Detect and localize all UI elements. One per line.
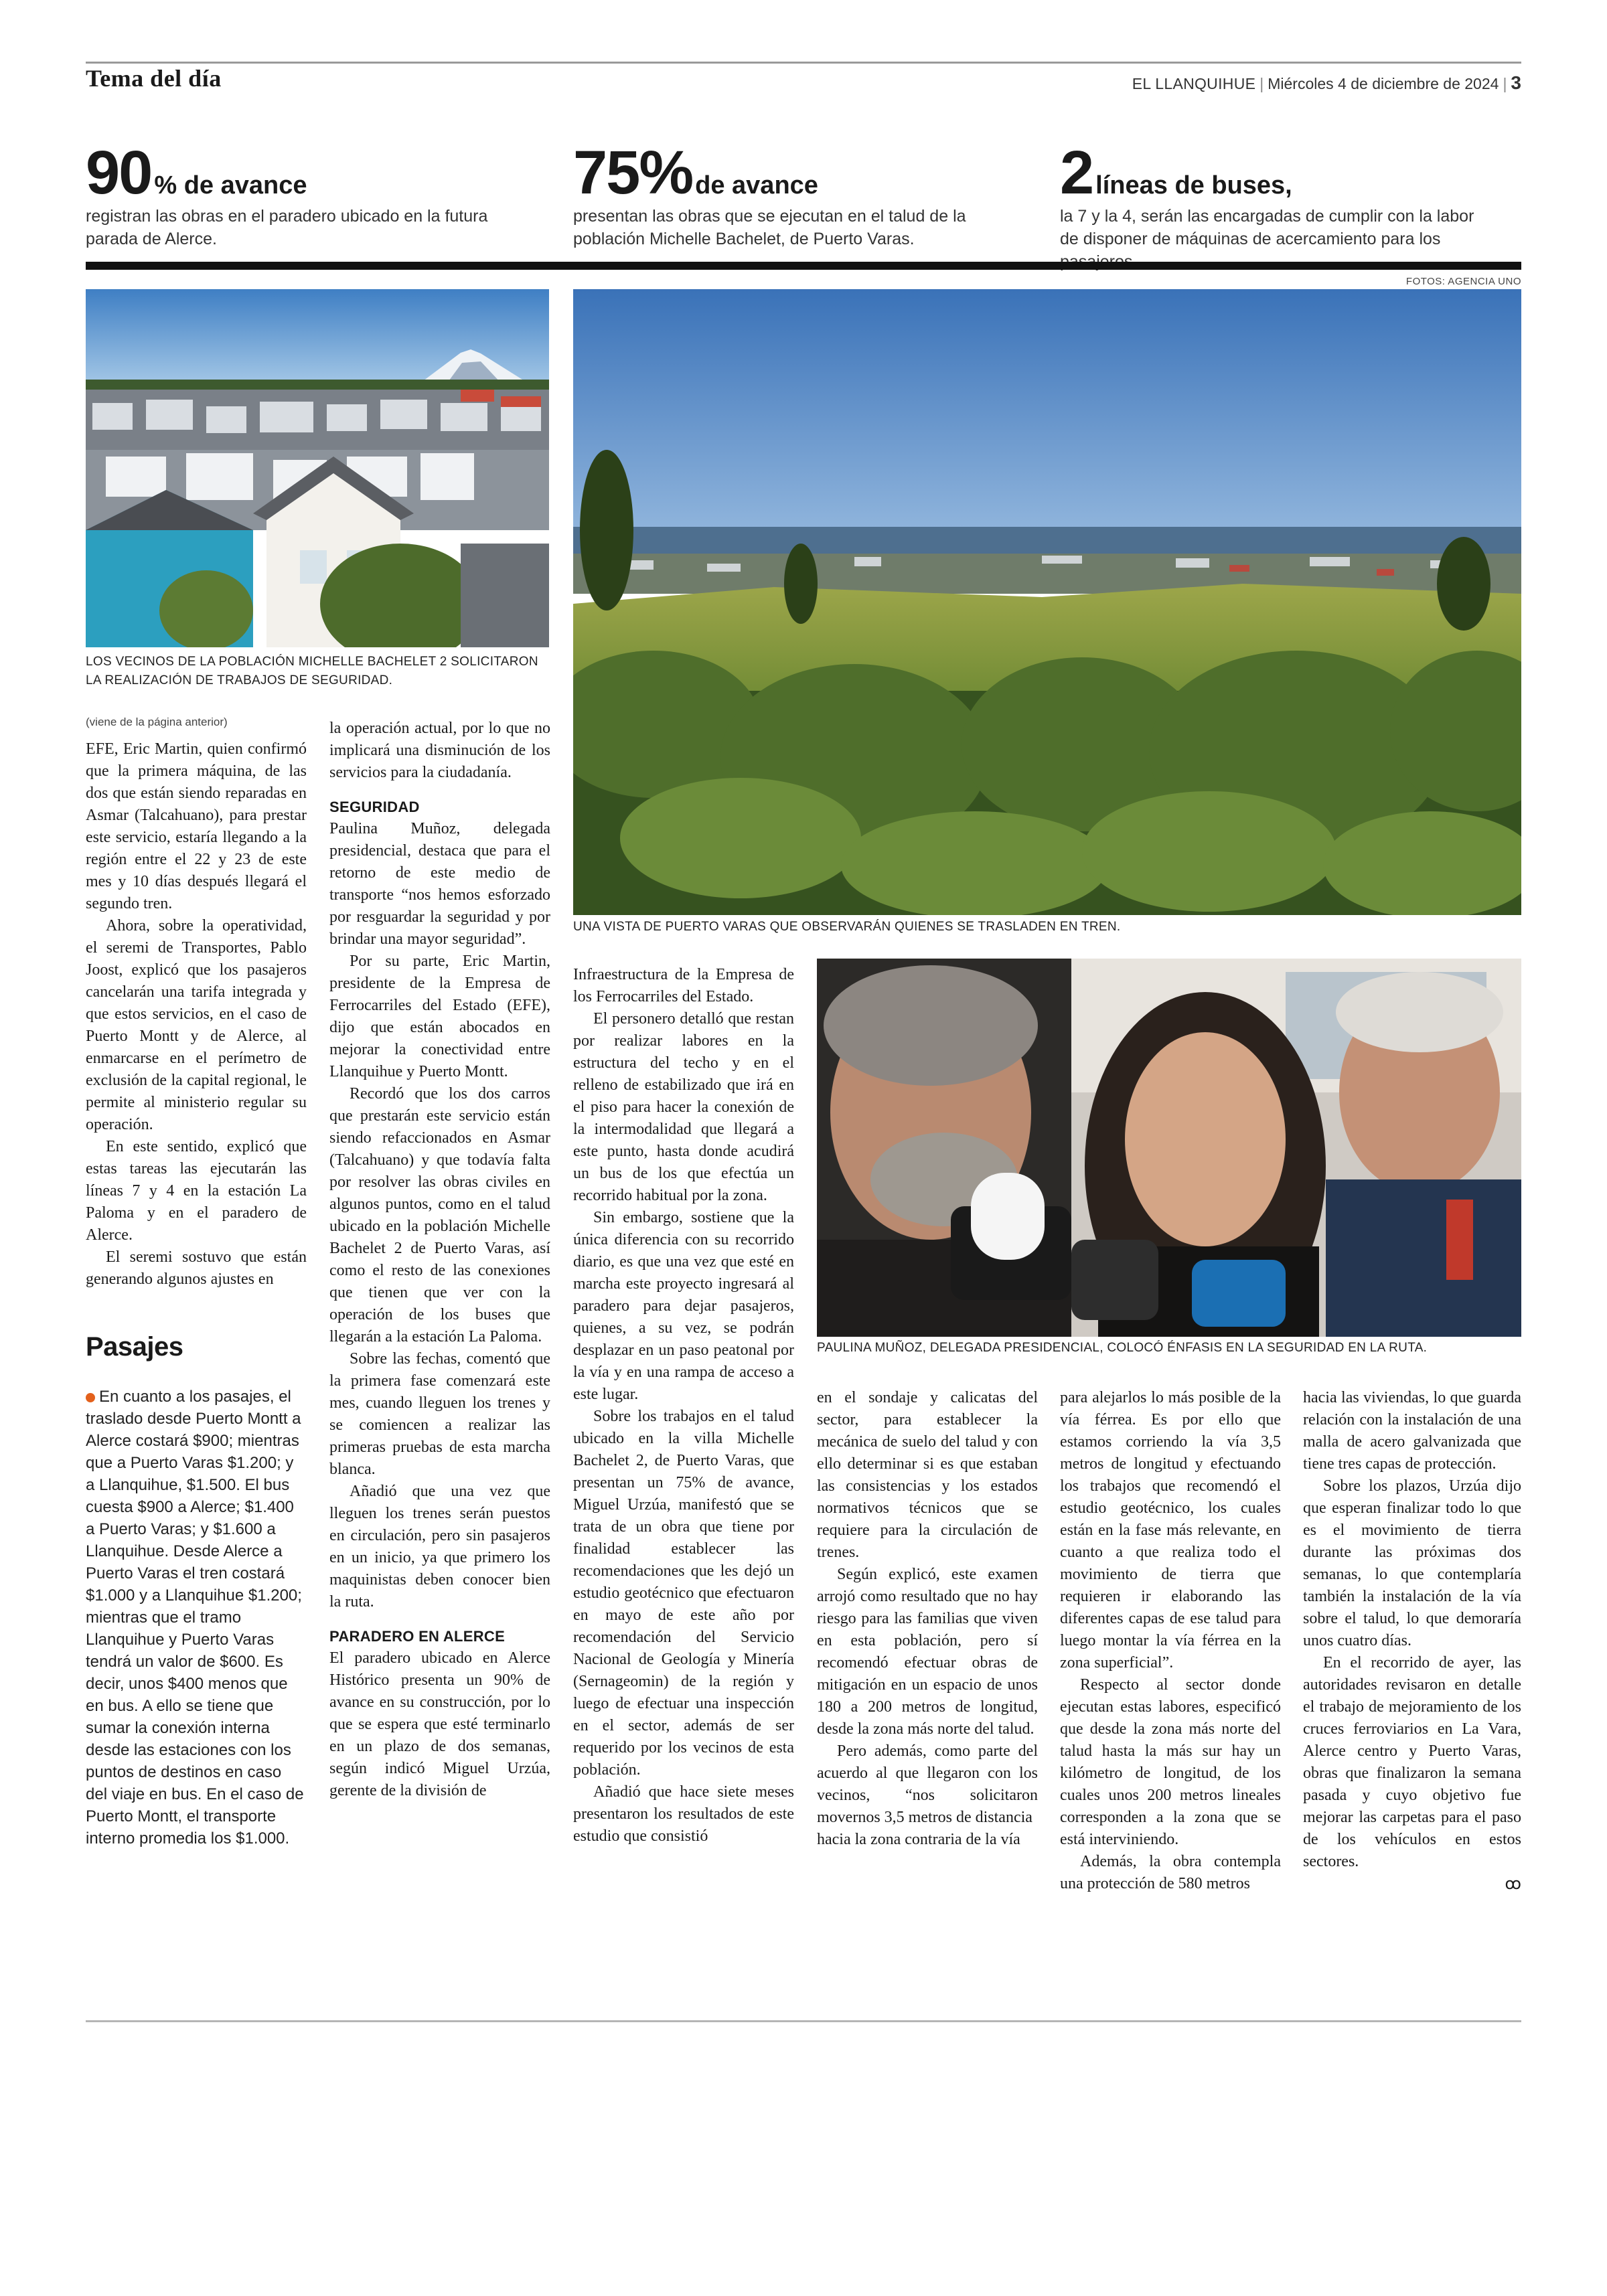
paragraph: Sin embargo, sostiene que la única diferencia con su recorrido diario, es que una vez que esté en marcha este proyecto ingresará al paradero para dejar pasajeros, quienes, a su vez, se podrán desplazar en un paso peatonal por la vía y en una rampa de acceso a este lugar. (573, 1209, 794, 1403)
paragraph: EFE, Eric Martin, quien confirmó que la primera máquina, de las dos que están siendo reparadas en Asmar (Talcahuano), para prestar este servicio, estaría llegando a la región entre el 22 y 23 de este mes y 10 días después llegará el segundo tren. (86, 740, 307, 912)
paragraph: Paulina Muñoz, delegada presidencial, destaca que para el retorno de este medio de transporte “nos hemos esforzado por resguardar la seguridad y por brindar una mayor seguridad”. (329, 820, 550, 948)
divider: | (1503, 75, 1507, 92)
paragraph: hacia la zona contraria de la vía (817, 1831, 1020, 1848)
paragraph: Según explicó, este examen arrojó como resultado que no hay riesgo para las familias que viven en esta población, pero sí recomendó efectuar obras de mitigación en un espacio de unos 180 a 200 metros de longitud, desde la zona más norte del talud. (817, 1566, 1038, 1738)
stat-label: líneas de buses, (1095, 171, 1292, 199)
photo-caption: LOS VECINOS DE LA POBLACIÓN MICHELLE BACHELET 2 SOLICITARON LA REALIZACIÓN DE TRABAJOS DE SEGURIDAD. (86, 655, 538, 687)
paragraph: En el recorrido de ayer, las autoridades revisaron en detalle el trabajo de mejoramiento de los cruces ferroviarios en La Vara, Alerce centro y Puerto Varas, obras que finalizaron la semana pasada y cuyo objetivo fue mejorar las carpetas para el paso de los vehículos en estos sectores. (1303, 1654, 1521, 1870)
article-column-4 (817, 1387, 1038, 1851)
paragraph: Añadió que una vez que lleguen los trenes serán puestos en circulación, pero sin pasajeros en un inicio, ya que primero los maquinistas deben conocer bien la ruta. (329, 1483, 550, 1611)
paragraph: El seremi sostuvo que están generando algunos ajustes en (86, 1248, 307, 1288)
paragraph: En este sentido, explicó que estas tareas las ejecutarán las líneas 7 y 4 en la estación La Paloma y en el paradero de Alerce. (86, 1138, 307, 1244)
paragraph: hacia las viviendas, lo que guarda relación con la instalación de una malla de acero galvanizada que tiene tres capas de protección. (1303, 1389, 1521, 1473)
sidebar-body (86, 1386, 307, 1850)
photo-credit: FOTOS: AGENCIA UNO (1405, 276, 1521, 287)
paragraph: Añadió que hace siete meses presentaron los resultados de este estudio que consistió (573, 1783, 794, 1845)
subhead-seguridad: SEGURIDAD (329, 799, 420, 815)
issue-date: Miércoles 4 de diciembre de 2024 (1268, 75, 1499, 92)
photo-puerto-varas-view (573, 289, 1521, 915)
continued-from-note: (viene de la página anterior) (86, 716, 228, 728)
sidebar-text: En cuanto a los pasajes, el traslado desde Puerto Montt a Alerce costará $900; mientras que a Puerto Varas $1.200; y a Llanquihue, $1.500. El bus cuesta $900 a Alerce; $1.400 a Puerto Varas; y $1.600 a Llanquihue. Desde Alerce a Puerto Varas el tren costará $1.000 y a Llanquihue $1.200; mientras que el tramo Llanquihue y Puerto Varas tendrá un valor de $600. Es decir, unos $400 menos que en bus. A ello se tiene que sumar la conexión interna desde las estaciones con los puntos de destinos en caso del viaje en bus. En el caso de Puerto Montt, el transporte interno promedia los $1.000. (86, 1388, 304, 1848)
section-title: Tema del día (86, 65, 222, 92)
paragraph: Recordó que los dos carros que prestarán este servicio están siendo refaccionados en Asmar (Talcahuano) y que todavía falta por resolver las obras civiles en algunos puntos, como en el talud ubicado en la población Michelle Bachelet 2 de Puerto Varas, así como el resto de las conexiones que tienen que ver con la operación de los buses que llegarán a la estación La Paloma. (329, 1085, 550, 1345)
stats-divider-rule (86, 262, 1521, 270)
stat-block (573, 139, 1002, 250)
paragraph: Sobre los plazos, Urzúa dijo que esperan finalizar todo lo que es el movimiento de tierra durante las próximas dos semanas, lo que contemplaría también la instalación de la vía sobre el talud, lo que demoraría unos cuatro días. (1303, 1477, 1521, 1649)
paragraph: la operación actual, por lo que no implicará una disminución de los servicios para la ciudadanía. (329, 720, 550, 781)
stat-number: 75% (573, 139, 693, 207)
paragraph: Ahora, sobre la operatividad, el seremi de Transportes, Pablo Joost, explicó que los pasajeros cancelarán una tarifa integrada y que estos servicios, en el caso de Puerto Montt y de Alerce, al enmarcarse en el perímetro de exclusión de la capital regional, le permite al ministerio regular su operación. (86, 917, 307, 1133)
footer-rule (86, 2020, 1521, 2022)
header-dateline (1132, 72, 1521, 94)
article-column-3 (573, 964, 794, 1848)
stat-number: 2 (1060, 139, 1093, 207)
paragraph: Además, la obra contempla una protección de 580 metros (1060, 1853, 1281, 1892)
stat-label: de avance (695, 171, 818, 199)
stat-number: 90 (86, 139, 152, 207)
stat-description: presentan las obras que se ejecutan en el talud de la población Michelle Bachelet, de Puerto Varas. (573, 207, 966, 248)
newspaper-name: EL LLANQUIHUE (1132, 75, 1256, 92)
photo-houses-volcano (86, 289, 549, 647)
stat-description: la 7 y la 4, serán las encargadas de cumplir con la labor de disponer de máquinas de acercamiento para los (1060, 207, 1474, 248)
page-number: 3 (1511, 72, 1521, 93)
paragraph: Infraestructura de la Empresa de los Ferrocarriles del Estado. (573, 966, 794, 1005)
paragraph: El personero detalló que restan por realizar labores en la estructura del techo y en el relleno de estabilizado que irá en el piso para hacer la conexión de la intermodalidad que llegará a este punto, hasta donde acudirá un bus de los que efectúa un recorrido habitual por la zona. (573, 1010, 794, 1204)
orange-bullet-icon (86, 1393, 95, 1402)
header-top-rule (86, 62, 1521, 64)
paragraph: Por su parte, Eric Martin, presidente de la Empresa de Ferrocarriles del Estado (EFE), dijo que están abocados en mejorar la conectividad entre Llanquihue y Puerto Montt. (329, 953, 550, 1080)
stat-block (86, 139, 514, 250)
paragraph: Respecto al sector donde ejecutan estas labores, especificó que desde la zona más norte del talud hasta la más sur hay un kilómetro de longitud, de los cuales unos 200 metros lineales corresponden a la zona que se está interviniendo. (1060, 1676, 1281, 1848)
stat-label: % de avance (154, 171, 307, 199)
divider: | (1259, 75, 1264, 92)
paragraph: Pero además, como parte del acuerdo al que llegaron con los vecinos, “nos solicitaron movernos 3,5 metros de distancia (817, 1742, 1038, 1826)
paragraph: para alejarlos lo más posible de la vía férrea. Es por ello que estamos corriendo la vía 3,5 metros de longitud y efectuando los trabajos que recomendó el estudio geotécnico, los cuales están en la fase más relevante, en cuanto a que realiza todo el movimiento de tierra que requieren ir elaborando las diferentes capas de ese talud para luego montar la vía férrea en la zona superficial”. (1060, 1389, 1281, 1671)
article-column-6 (1303, 1387, 1521, 1895)
article-column-1 (86, 711, 307, 1291)
paragraph: en el sondaje y calicatas del sector, para establecer la mecánica de suelo del talud y con ello determinar si es que estaban las consistencias y los estados normativos técnicos que se requiere para la circulación de trenes. (817, 1389, 1038, 1561)
photo-caption: PAULINA MUÑOZ, DELEGADA PRESIDENCIAL, COLOCÓ ÉNFASIS EN LA SEGURIDAD EN LA RUTA. (817, 1341, 1428, 1355)
photo-officials (817, 959, 1521, 1337)
article-column-2 (329, 718, 550, 1802)
paragraph: Sobre las fechas, comentó que la primera fase comenzará este mes, cuando lleguen los trenes y se comiencen a realizar las primeras pruebas de esta marcha blanca. (329, 1350, 550, 1478)
photo-caption: UNA VISTA DE PUERTO VARAS QUE OBSERVARÁN QUIENES SE TRASLADEN EN TREN. (573, 920, 1121, 934)
stat-block (1060, 139, 1488, 273)
stat-description: registran las obras en el paradero ubicado en la futura parada de Alerce. (86, 207, 488, 248)
article-column-5 (1060, 1387, 1281, 1895)
sidebar-title: Pasajes (86, 1332, 183, 1362)
paragraph: El paradero ubicado en Alerce Histórico presenta un 90% de avance en su construcción, por lo que se espera que esté terminarlo en un plazo de dos semanas, según indicó Miguel Urzúa, gerente de la división de (329, 1649, 550, 1799)
subhead-paradero: PARADERO EN ALERCE (329, 1628, 506, 1645)
end-mark-icon: ꝏ (1505, 1874, 1521, 1893)
paragraph: Sobre los trabajos en el talud ubicado en la villa Michelle Bachelet 2, de Puerto Varas, que presentan un 75% de avance, Miguel Urzúa, manifestó que se trata de un obra que tiene por finalidad establecer las recomendaciones que les dejó un estudio geotécnico que efectuaron en mayo de este año por recomendación del Servicio Nacional de Geología y Minería (Sernageomin) de la región y luego de efectuar una inspección en el sector, además de ser requerido por los vecinos de esta población. (573, 1408, 794, 1779)
